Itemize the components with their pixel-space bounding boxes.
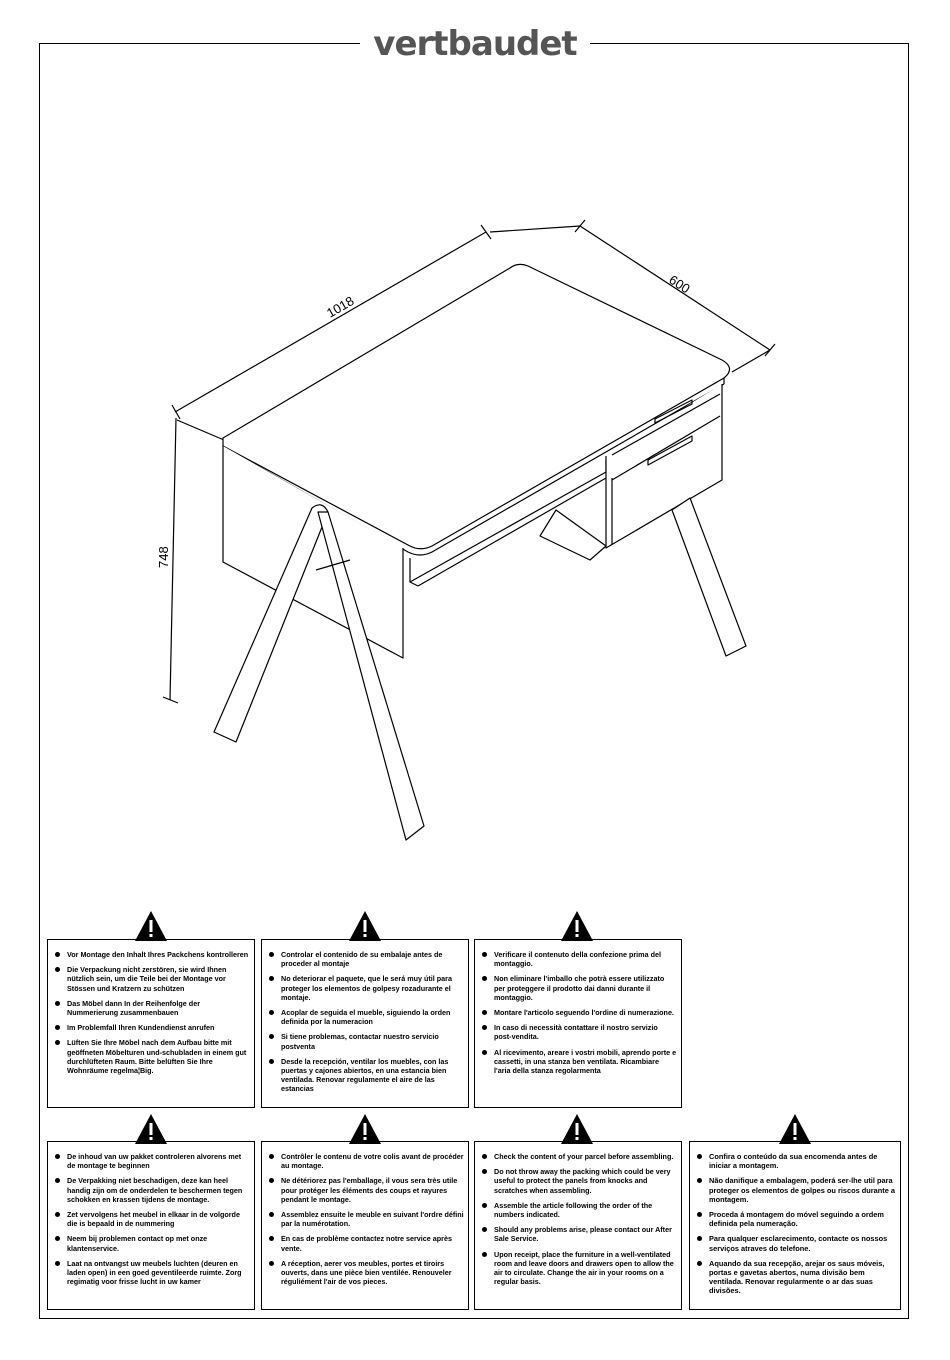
list-item: De inhoud van uw pakket controleren alvorens met de montage te beginnen bbox=[54, 1152, 250, 1170]
list-item: Non eliminare l'imballo che potrà essere utilizzato per proteggere il prodotto dai danni durante il montaggio. bbox=[481, 974, 677, 1002]
list-item: Check the content of your parcel before assembling. bbox=[481, 1152, 677, 1161]
list-item: Desde la recepción, ventilar los muebles, con las puertas y cajones abiertos, en una estancia bien ventilada. Renovar regulamente el aire de las estancias bbox=[268, 1057, 464, 1094]
warning-box-it bbox=[474, 939, 682, 1108]
warning-triangle-icon bbox=[348, 910, 382, 942]
list-item: Die Verpackung nicht zerstören, sie wird Ihnen nützlich sein, um die Teile bei der Montage vor Stössen und Kratzern zu schützen bbox=[54, 965, 250, 993]
list-item: Confira o conteúdo da sua encomenda antes de iniciar a montagem. bbox=[696, 1152, 896, 1170]
list-item: No deteriorar el paquete, que le será muy útil para proteger los elementos de golpesy rozadurante el montaje. bbox=[268, 974, 464, 1002]
warning-triangle-icon bbox=[560, 910, 594, 942]
list-item: De Verpakking niet beschadigen, deze kan heel handig zijn om de onderdelen te beschermen tegen schokken en krassen tijdens de montage. bbox=[54, 1176, 250, 1204]
list-item: In caso di necessità contattare il nostro servizio post-vendita. bbox=[481, 1023, 677, 1041]
list-item: Upon receipt, place the furniture in a well-ventilated room and leave doors and drawers open to allow the air to circulate. Change the air in your rooms on a regular basis. bbox=[481, 1250, 677, 1287]
list-item: Assemblez ensuite le meuble en suivant l'ordre défini par la numérotation. bbox=[268, 1210, 464, 1228]
depth-value: 600 bbox=[666, 271, 693, 297]
list-item: Laat na ontvangst uw meubels luchten (deuren en laden open) in een goed geventileerde ruimte. Zorg regimatig voor frisse lucht in uw kamer bbox=[54, 1259, 250, 1287]
brand-logo: vertbaudet bbox=[360, 22, 590, 66]
list-item: Acoplar de seguida el mueble, siguiendo la orden definida por la numeracion bbox=[268, 1008, 464, 1026]
width-value: 1018 bbox=[324, 293, 357, 321]
list-item: Controlar el contenido de su embalaje antes de proceder al montaje bbox=[268, 950, 464, 968]
list-item: Lüften Sie Ihre Möbel nach dem Aufbau bitte mit geöffneten Möbelturen und-schubladen in einem gut durchlüfteten Raum. Bitte belüften Sie Ihre Wohnräume regelma¦Big. bbox=[54, 1038, 250, 1075]
list-item: Assemble the article following the order of the numbers indicated. bbox=[481, 1201, 677, 1219]
warning-triangle-icon bbox=[348, 1113, 382, 1145]
warning-box-de bbox=[47, 939, 255, 1108]
list-item: Aquando da sua recepção, arejar os saus móveis, portas e gavetas abertos, numa divisão bem ventilada. Renovar regularmente o ar das suas divisões. bbox=[696, 1259, 896, 1296]
warning-triangle-icon bbox=[134, 1113, 168, 1145]
list-item: Zet vervolgens het meubel in elkaar in de volgorde die is bepaald in de nummering bbox=[54, 1210, 250, 1228]
list-item: Si tiene problemas, contactar nuestro servicio postventa bbox=[268, 1032, 464, 1050]
warning-box-fr bbox=[261, 1141, 469, 1310]
list-item: Das Möbel dann In der Reihenfolge der Nummerierung zusammenbauen bbox=[54, 999, 250, 1017]
warning-triangle-icon bbox=[560, 1113, 594, 1145]
list-item: Ne détériorez pas l'emballage, il vous sera très utile pour protéger les éléments des coups et rayures pendant le montage. bbox=[268, 1176, 464, 1204]
list-item: Contrôler le contenu de votre colis avant de procéder au montage. bbox=[268, 1152, 464, 1170]
warning-triangle-icon bbox=[778, 1113, 812, 1145]
list-item: Vor Montage den Inhalt Ihres Packchens kontrolleren bbox=[54, 950, 250, 959]
list-item: Im Problemfall Ihren Kundendienst anrufen bbox=[54, 1023, 250, 1032]
list-item: Verificare il contenuto della confezione prima del montaggio. bbox=[481, 950, 677, 968]
warning-box-nl bbox=[47, 1141, 255, 1310]
back-left-leg bbox=[540, 510, 606, 560]
list-item: Montare l'articolo seguendo l'ordine di numerazione. bbox=[481, 1008, 677, 1017]
warning-box-en bbox=[474, 1141, 682, 1310]
list-item: En cas de problème contactez notre service après vente. bbox=[268, 1234, 464, 1252]
height-value: 748 bbox=[156, 546, 171, 568]
list-item: Para qualquer esclarecimento, contacte os nossos serviços atraves do telefone. bbox=[696, 1234, 896, 1252]
list-item: Neem bij problemen contact op met onze klantenservice. bbox=[54, 1234, 250, 1252]
warning-triangle-icon bbox=[134, 910, 168, 942]
list-item: Al ricevimento, areare i vostri mobili, aprendo porte e cassetti, in una stanza ben ventilata. Ricambiare l'aria della stanza regolarmenta bbox=[481, 1048, 677, 1076]
back-right-leg bbox=[672, 498, 746, 656]
list-item: Proceda á montagem do móvel seguindo a ordem definida pela numeração. bbox=[696, 1210, 896, 1228]
list-item: Não danifique a embalagem, poderá ser-lhe util para proteger os elementos de golpes ou riscos durante a montagem. bbox=[696, 1176, 896, 1204]
list-item: Should any problems arise, please contact our After Sale Service. bbox=[481, 1225, 677, 1243]
list-item: Do not throw away the packing which could be very useful to protect the panels from knocks and scratches when assembling. bbox=[481, 1167, 677, 1195]
list-item: A réception, aerer vos meubles, portes et tiroirs ouverts, dans une pièce bien ventilée. Renouveler réguliément l'air de vos pieces. bbox=[268, 1259, 464, 1287]
warning-box-es bbox=[261, 939, 469, 1108]
warning-box-pt bbox=[689, 1141, 901, 1310]
